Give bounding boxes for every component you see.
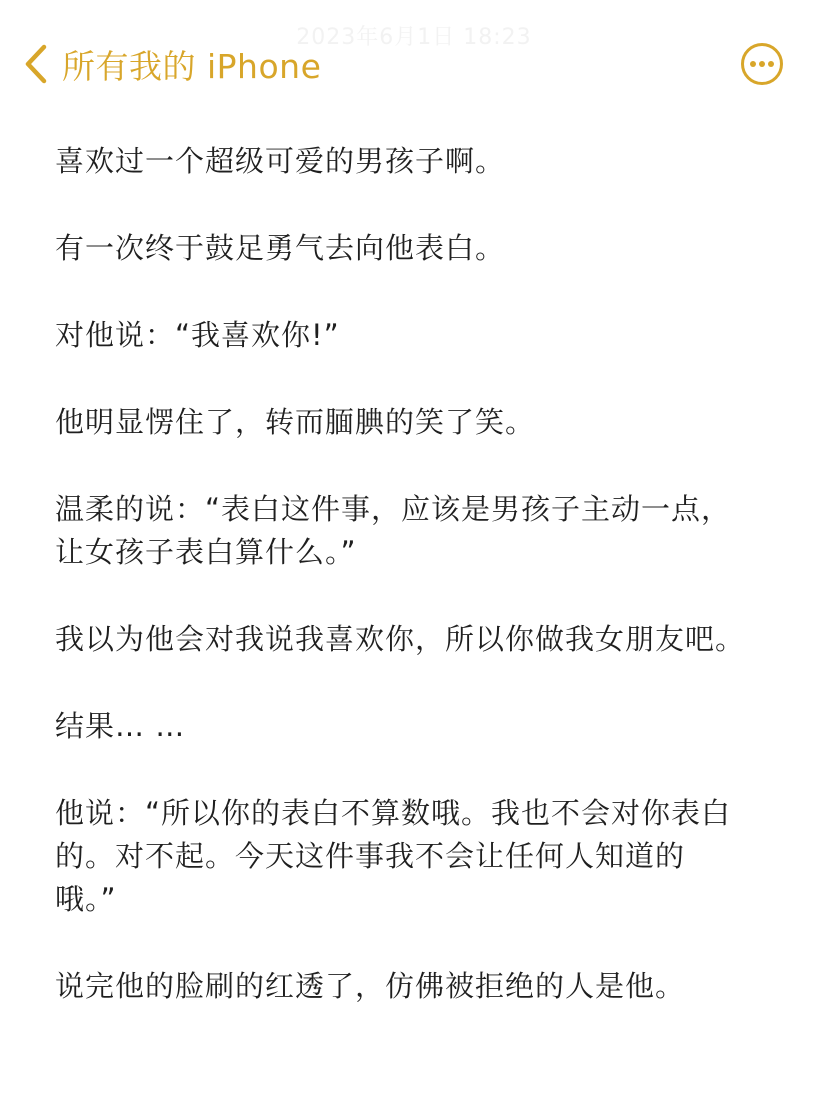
note-line: 的。对不起。今天这件事我不会让任何人知道的 [55,839,686,873]
note-line: 有一次终于鼓足勇气去向他表白。 [55,231,506,265]
note-line: 结果… … [55,709,186,743]
note-paragraph [55,705,795,748]
note-line: 我以为他会对我说我喜欢你，所以你做我女朋友吧。 [55,622,746,656]
note-line: 他说：“所以你的表白不算数哦。我也不会对你表白 [55,796,732,830]
note-paragraph [55,140,795,183]
note-body[interactable] [55,140,795,1052]
note-paragraph [55,792,795,921]
note-paragraph [55,965,795,1008]
note-paragraph [55,227,795,270]
note-paragraph [55,488,795,574]
note-paragraph [55,401,795,444]
back-label: 所有我的 iPhone [62,46,322,86]
navigation-bar [0,36,828,92]
note-paragraph [55,314,795,357]
ellipsis-circle-icon [740,71,784,90]
note-paragraph [55,618,795,661]
note-date: 2023年6月1日 18:23 [296,25,532,50]
note-line: 喜欢过一个超级可爱的男孩子啊。 [55,144,506,178]
note-line: 让女孩子表白算什么。” [55,535,357,569]
note-line: 温柔的说：“表白这件事，应该是男孩子主动一点， [55,492,732,526]
note-line: 说完他的脸刷的红透了，仿佛被拒绝的人是他。 [55,969,686,1003]
more-options-button[interactable] [740,42,784,86]
note-line: 对他说：“我喜欢你!” [55,318,340,352]
chevron-left-icon [24,44,48,84]
note-line: 哦。” [55,882,117,916]
back-button[interactable] [24,42,321,86]
note-line: 他明显愣住了，转而腼腆的笑了笑。 [55,405,536,439]
